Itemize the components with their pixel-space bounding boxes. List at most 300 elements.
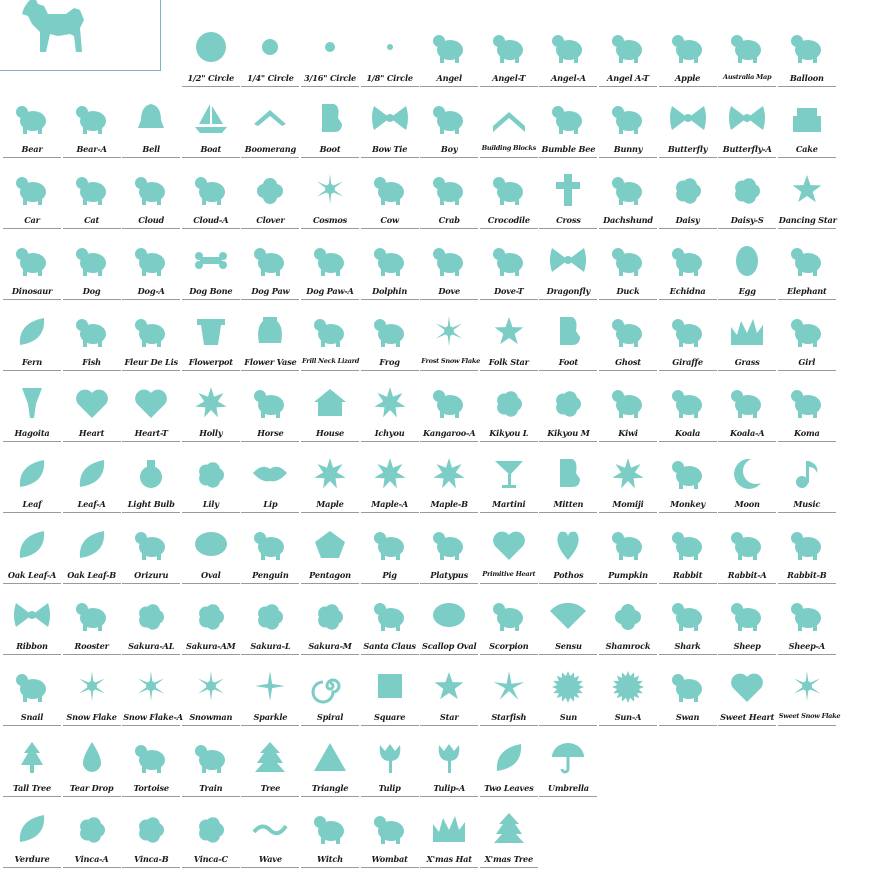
maple-icon bbox=[310, 455, 350, 495]
shape-label: Girl bbox=[798, 357, 816, 367]
shape-label: Dog Bone bbox=[189, 286, 233, 296]
shape-label: Ghost bbox=[615, 357, 641, 367]
shape-item-snow-flake-a[interactable] bbox=[122, 666, 183, 737]
vinca-a-icon bbox=[72, 810, 112, 850]
shape-item-dog-bone[interactable] bbox=[182, 240, 240, 311]
shape-item-bunny[interactable] bbox=[599, 98, 657, 169]
label-underline bbox=[3, 370, 61, 371]
label-underline bbox=[778, 370, 836, 371]
dog-a-icon bbox=[131, 242, 171, 282]
label-underline bbox=[122, 583, 180, 584]
shape-item-square[interactable] bbox=[361, 666, 419, 737]
shape-item-heart[interactable] bbox=[63, 382, 121, 453]
shape-label: Tulip-A bbox=[433, 783, 465, 793]
shape-item-kiwi[interactable] bbox=[599, 382, 657, 453]
shape-label: Bear-A bbox=[76, 144, 107, 154]
shape-item-crocodile[interactable] bbox=[480, 169, 538, 240]
shape-label: Flower Vase bbox=[244, 357, 297, 367]
shape-item-ichyou[interactable] bbox=[361, 382, 419, 453]
shape-item-car[interactable] bbox=[3, 169, 61, 240]
shape-label: Horse bbox=[257, 428, 284, 438]
label-underline bbox=[599, 228, 657, 229]
shape-item-crab[interactable] bbox=[420, 169, 478, 240]
shape-item-two-leaves[interactable] bbox=[480, 737, 538, 808]
label-underline bbox=[63, 725, 121, 726]
shape-item-sakura-m[interactable] bbox=[301, 595, 359, 666]
shape-item-grass[interactable] bbox=[718, 311, 776, 382]
bear-icon bbox=[12, 100, 52, 140]
label-underline bbox=[718, 86, 776, 87]
shape-item-pig[interactable] bbox=[361, 524, 419, 595]
shape-label: Frog bbox=[379, 357, 400, 367]
car-icon bbox=[12, 171, 52, 211]
shape-item-lip[interactable] bbox=[241, 453, 299, 524]
shape-item-tree[interactable] bbox=[241, 737, 299, 808]
ichyou-icon bbox=[370, 384, 410, 424]
crocodile-icon bbox=[489, 171, 529, 211]
label-underline bbox=[599, 583, 657, 584]
shape-item-elephant[interactable] bbox=[778, 240, 836, 311]
shape-label: Elephant bbox=[786, 286, 827, 296]
shape-item-clover[interactable] bbox=[241, 169, 299, 240]
shape-label: Fleur De Lis bbox=[124, 357, 178, 367]
bow-tie-icon bbox=[370, 100, 410, 140]
shape-item-oval[interactable] bbox=[182, 524, 240, 595]
shape-item-scorpion[interactable] bbox=[480, 595, 538, 666]
kikyou-m-icon bbox=[548, 384, 588, 424]
shape-item-ghost[interactable] bbox=[599, 311, 657, 382]
shape-label: Maple-A bbox=[371, 499, 408, 509]
shape-label: Heart-T bbox=[134, 428, 168, 438]
shape-label: Vinca-B bbox=[133, 854, 169, 864]
shape-item-leaf-a[interactable] bbox=[63, 453, 121, 524]
shape-item-sweet-snow-flake[interactable] bbox=[778, 666, 841, 737]
shape-label: Boat bbox=[200, 144, 222, 154]
shape-item-dancing-star[interactable] bbox=[778, 169, 836, 240]
shape-label: Snow Flake-A bbox=[123, 712, 183, 722]
shape-label: Apple bbox=[675, 73, 701, 83]
shape-item-bow-tie[interactable] bbox=[361, 98, 419, 169]
label-underline bbox=[480, 796, 538, 797]
momiji-icon bbox=[608, 455, 648, 495]
shape-item-bear-a[interactable] bbox=[63, 98, 121, 169]
label-underline bbox=[420, 157, 478, 158]
shape-item-frog[interactable] bbox=[361, 311, 419, 382]
shape-label: Crab bbox=[438, 215, 460, 225]
label-underline bbox=[659, 441, 717, 442]
label-underline bbox=[718, 512, 776, 513]
snowman-icon bbox=[191, 668, 231, 708]
vinca-b-icon bbox=[131, 810, 171, 850]
shape-item-koala[interactable] bbox=[659, 382, 717, 453]
label-underline bbox=[420, 867, 478, 868]
shape-item-cat[interactable] bbox=[63, 169, 121, 240]
shape-item-star[interactable] bbox=[420, 666, 478, 737]
shape-item-tall-tree[interactable] bbox=[3, 737, 61, 808]
shape-item-tear-drop[interactable] bbox=[63, 737, 121, 808]
shape-item-triangle[interactable] bbox=[301, 737, 359, 808]
shape-label: Snow Flake bbox=[66, 712, 117, 722]
shape-item-bell[interactable] bbox=[122, 98, 180, 169]
dinosaur-icon bbox=[12, 242, 52, 282]
shape-item-maple[interactable] bbox=[301, 453, 359, 524]
shape-label: Hagoita bbox=[14, 428, 50, 438]
shape-item-platypus[interactable] bbox=[420, 524, 478, 595]
shape-item-spiral[interactable] bbox=[301, 666, 359, 737]
shape-item-x-mas-hat[interactable] bbox=[420, 808, 478, 879]
shape-item-dinosaur[interactable] bbox=[3, 240, 61, 311]
shape-item-wave[interactable] bbox=[241, 808, 299, 879]
shape-item-butterfly-a[interactable] bbox=[718, 98, 776, 169]
label-underline bbox=[361, 867, 419, 868]
heart-t-icon bbox=[131, 384, 171, 424]
shape-item-sparkle[interactable] bbox=[241, 666, 299, 737]
label-underline bbox=[182, 512, 240, 513]
shape-label: Shark bbox=[674, 641, 701, 651]
two-leaves-icon bbox=[489, 739, 529, 779]
shape-item-rooster[interactable] bbox=[63, 595, 121, 666]
sparkle-icon bbox=[250, 668, 290, 708]
light-bulb-icon bbox=[131, 455, 171, 495]
label-underline bbox=[361, 370, 419, 371]
sun-a-icon bbox=[608, 668, 648, 708]
shape-item-koma[interactable] bbox=[778, 382, 836, 453]
shape-item-cosmos[interactable] bbox=[301, 169, 359, 240]
shape-item-flowerpot[interactable] bbox=[182, 311, 240, 382]
1-4-circle-icon bbox=[250, 29, 290, 69]
shape-item-train[interactable] bbox=[182, 737, 240, 808]
orizuru-icon bbox=[131, 526, 171, 566]
shape-item-martini[interactable] bbox=[480, 453, 538, 524]
shape-item-frill-neck-lizard[interactable] bbox=[301, 311, 359, 382]
tear-drop-icon bbox=[72, 739, 112, 779]
shape-item-music[interactable] bbox=[778, 453, 836, 524]
shape-item-sakura-am[interactable] bbox=[182, 595, 240, 666]
shape-item-tulip[interactable] bbox=[361, 737, 419, 808]
label-underline bbox=[659, 299, 717, 300]
shape-item-1-4-circle[interactable] bbox=[241, 27, 299, 98]
shape-item-pumpkin[interactable] bbox=[599, 524, 657, 595]
shape-label: Vinca-A bbox=[74, 854, 109, 864]
shape-item-oak-leaf-a[interactable] bbox=[3, 524, 61, 595]
shape-item-sweet-heart[interactable] bbox=[718, 666, 776, 737]
cross-icon bbox=[548, 171, 588, 211]
shape-item-apple[interactable] bbox=[659, 27, 717, 98]
shape-label: Cloud-A bbox=[193, 215, 229, 225]
shape-item-sheep-a[interactable] bbox=[778, 595, 836, 666]
shape-item-snail[interactable] bbox=[3, 666, 61, 737]
shape-item-tortoise[interactable] bbox=[122, 737, 180, 808]
shape-item-orizuru[interactable] bbox=[122, 524, 180, 595]
shape-item-daisy-s[interactable] bbox=[718, 169, 776, 240]
shape-label: Kikyou L bbox=[489, 428, 529, 438]
egg-icon bbox=[727, 242, 767, 282]
label-underline bbox=[122, 796, 180, 797]
shape-item-fish[interactable] bbox=[63, 311, 121, 382]
shape-item-swan[interactable] bbox=[659, 666, 717, 737]
shape-item-dove-t[interactable] bbox=[480, 240, 538, 311]
shape-item-mitten[interactable] bbox=[539, 453, 597, 524]
shape-label: Dove bbox=[438, 286, 461, 296]
shape-item-kikyou-m[interactable] bbox=[539, 382, 597, 453]
angel-a-icon bbox=[548, 29, 588, 69]
shape-item-vinca-c[interactable] bbox=[182, 808, 240, 879]
shape-item-angel-a[interactable] bbox=[539, 27, 597, 98]
shape-item-frost-snow-flake[interactable] bbox=[420, 311, 481, 382]
shape-item-dachshund[interactable] bbox=[599, 169, 657, 240]
label-underline bbox=[182, 370, 240, 371]
shape-item-folk-star[interactable] bbox=[480, 311, 538, 382]
shape-item-1-8-circle[interactable] bbox=[361, 27, 419, 98]
shape-item-snowman[interactable] bbox=[182, 666, 240, 737]
1-8-circle-icon bbox=[370, 29, 410, 69]
shape-item-bear[interactable] bbox=[3, 98, 61, 169]
label-underline bbox=[122, 157, 180, 158]
label-underline bbox=[361, 299, 419, 300]
shape-item-kangaroo-a[interactable] bbox=[420, 382, 478, 453]
label-underline bbox=[241, 228, 299, 229]
shape-item-monkey[interactable] bbox=[659, 453, 717, 524]
sheep-a-icon bbox=[787, 597, 827, 637]
label-underline bbox=[659, 157, 717, 158]
shape-label: Tree bbox=[260, 783, 281, 793]
shape-label: Pumpkin bbox=[608, 570, 648, 580]
lily-icon bbox=[191, 455, 231, 495]
shape-label: Sun-A bbox=[614, 712, 642, 722]
shape-label: Bell bbox=[142, 144, 160, 154]
platypus-icon bbox=[429, 526, 469, 566]
snow-flake-a-icon bbox=[131, 668, 171, 708]
shape-item-echidna[interactable] bbox=[659, 240, 717, 311]
shape-item-kikyou-l[interactable] bbox=[480, 382, 538, 453]
shape-item-angel[interactable] bbox=[420, 27, 478, 98]
boomerang-icon bbox=[250, 100, 290, 140]
holly-icon bbox=[191, 384, 231, 424]
oak-leaf-a-icon bbox=[12, 526, 52, 566]
shape-item-sakura-al[interactable] bbox=[122, 595, 180, 666]
ribbon-icon bbox=[12, 597, 52, 637]
shape-item-cloud-a[interactable] bbox=[182, 169, 240, 240]
shape-item-flower-vase[interactable] bbox=[241, 311, 299, 382]
shape-item-santa-claus[interactable] bbox=[361, 595, 419, 666]
label-underline bbox=[122, 228, 180, 229]
shape-item-verdure[interactable] bbox=[3, 808, 61, 879]
shape-item-rabbit-b[interactable] bbox=[778, 524, 836, 595]
shape-label: Car bbox=[24, 215, 40, 225]
shape-label: Crocodile bbox=[487, 215, 530, 225]
shape-item-wombat[interactable] bbox=[361, 808, 419, 879]
shape-item-pothos[interactable] bbox=[539, 524, 597, 595]
label-underline bbox=[420, 654, 478, 655]
shape-item-building-blocks[interactable] bbox=[480, 98, 538, 169]
shape-item-shark[interactable] bbox=[659, 595, 717, 666]
shape-item-duck[interactable] bbox=[599, 240, 657, 311]
label-underline bbox=[659, 228, 717, 229]
shape-item-angel-t[interactable] bbox=[480, 27, 538, 98]
shape-item-butterfly[interactable] bbox=[659, 98, 717, 169]
shape-item-boomerang[interactable] bbox=[241, 98, 299, 169]
shape-item-holly[interactable] bbox=[182, 382, 240, 453]
shape-item-angel-a-t[interactable] bbox=[599, 27, 657, 98]
shape-item-momiji[interactable] bbox=[599, 453, 657, 524]
shape-item-house[interactable] bbox=[301, 382, 359, 453]
shape-label: Dancing Star bbox=[778, 215, 837, 225]
butterfly-a-icon bbox=[727, 100, 767, 140]
shape-item-balloon[interactable] bbox=[778, 27, 836, 98]
shape-item-rabbit-a[interactable] bbox=[718, 524, 776, 595]
shape-item-fleur-de-lis[interactable] bbox=[122, 311, 180, 382]
clover-icon bbox=[250, 171, 290, 211]
shape-item-light-bulb[interactable] bbox=[122, 453, 180, 524]
shape-item-vinca-b[interactable] bbox=[122, 808, 180, 879]
shape-item-sheep[interactable] bbox=[718, 595, 776, 666]
shape-item-umbrella[interactable] bbox=[539, 737, 597, 808]
shape-item-tulip-a[interactable] bbox=[420, 737, 478, 808]
shape-item-sun[interactable] bbox=[539, 666, 597, 737]
label-underline bbox=[539, 299, 597, 300]
label-underline bbox=[480, 299, 538, 300]
shape-item-dolphin[interactable] bbox=[361, 240, 419, 311]
shape-item-sakura-l[interactable] bbox=[241, 595, 299, 666]
shape-item-pentagon[interactable] bbox=[301, 524, 359, 595]
label-underline bbox=[182, 299, 240, 300]
shape-label: Leaf bbox=[22, 499, 42, 509]
shape-item-fern[interactable] bbox=[3, 311, 61, 382]
shape-item-koala-a[interactable] bbox=[718, 382, 776, 453]
shape-item-foot[interactable] bbox=[539, 311, 597, 382]
label-underline bbox=[63, 654, 121, 655]
shape-item-rabbit[interactable] bbox=[659, 524, 717, 595]
pothos-icon bbox=[548, 526, 588, 566]
shape-item-vinca-a[interactable] bbox=[63, 808, 121, 879]
label-underline bbox=[3, 512, 61, 513]
shape-item-giraffe[interactable] bbox=[659, 311, 717, 382]
shape-item-snow-flake[interactable] bbox=[63, 666, 121, 737]
shape-label: Maple bbox=[316, 499, 344, 509]
shape-label: Daisy bbox=[675, 215, 700, 225]
label-underline bbox=[778, 725, 836, 726]
shape-label: Angel-T bbox=[492, 73, 526, 83]
shape-item-cow[interactable] bbox=[361, 169, 419, 240]
shape-item-maple-b[interactable] bbox=[420, 453, 478, 524]
shape-item-moon[interactable] bbox=[718, 453, 776, 524]
shape-label: Building Blocks bbox=[481, 144, 537, 152]
square-icon bbox=[370, 668, 410, 708]
shape-item-bumble-bee[interactable] bbox=[539, 98, 597, 169]
shape-item-egg[interactable] bbox=[718, 240, 776, 311]
shape-item-boy[interactable] bbox=[420, 98, 478, 169]
shape-item-sensu[interactable] bbox=[539, 595, 597, 666]
pumpkin-icon bbox=[608, 526, 648, 566]
shape-item-scallop-oval[interactable] bbox=[420, 595, 478, 666]
shape-item-sun-a[interactable] bbox=[599, 666, 657, 737]
label-underline bbox=[122, 512, 180, 513]
shape-item-oak-leaf-b[interactable] bbox=[63, 524, 121, 595]
shape-item-dragonfly[interactable] bbox=[539, 240, 597, 311]
wave-icon bbox=[250, 810, 290, 850]
shape-item-horse[interactable] bbox=[241, 382, 299, 453]
shape-item-x-mas-tree[interactable] bbox=[480, 808, 538, 879]
shape-item-primitive-heart[interactable] bbox=[480, 524, 538, 595]
label-underline bbox=[301, 725, 359, 726]
label-underline bbox=[599, 157, 657, 158]
bell-icon bbox=[131, 100, 171, 140]
shape-label: Dachshund bbox=[603, 215, 653, 225]
shape-item-dove[interactable] bbox=[420, 240, 478, 311]
shape-item-ribbon[interactable] bbox=[3, 595, 61, 666]
sweet-heart-icon bbox=[727, 668, 767, 708]
shape-item-daisy[interactable] bbox=[659, 169, 717, 240]
shape-label: Mitten bbox=[553, 499, 584, 509]
shape-item-dog-paw-a[interactable] bbox=[301, 240, 359, 311]
shape-label: Witch bbox=[317, 854, 343, 864]
label-underline bbox=[241, 299, 299, 300]
shape-item-cross[interactable] bbox=[539, 169, 597, 240]
shape-item-penguin[interactable] bbox=[241, 524, 299, 595]
label-underline bbox=[599, 725, 657, 726]
shape-label: Star bbox=[439, 712, 459, 722]
shape-item-dog[interactable] bbox=[63, 240, 121, 311]
label-underline bbox=[301, 867, 359, 868]
shape-item-witch[interactable] bbox=[301, 808, 359, 879]
sheep-icon bbox=[727, 597, 767, 637]
shape-label: Lily bbox=[202, 499, 219, 509]
shape-label: Snowman bbox=[189, 712, 233, 722]
flowerpot-icon bbox=[191, 313, 231, 353]
label-underline bbox=[778, 228, 836, 229]
shape-label: Cow bbox=[380, 215, 399, 225]
shape-label: Momiji bbox=[612, 499, 644, 509]
shape-item-heart-t[interactable] bbox=[122, 382, 180, 453]
lip-icon bbox=[250, 455, 290, 495]
shape-item-3-16-circle[interactable] bbox=[301, 27, 359, 98]
kiwi-icon bbox=[608, 384, 648, 424]
shape-label: Ribbon bbox=[16, 641, 48, 651]
horse-icon bbox=[250, 384, 290, 424]
shape-item-boot[interactable] bbox=[301, 98, 359, 169]
bumble-bee-icon bbox=[548, 100, 588, 140]
shape-item-maple-a[interactable] bbox=[361, 453, 419, 524]
shape-item-australia-map[interactable] bbox=[718, 27, 776, 98]
shape-label: Dog-A bbox=[137, 286, 165, 296]
shape-item-boat[interactable] bbox=[182, 98, 240, 169]
fleur-de-lis-icon bbox=[131, 313, 171, 353]
shape-label: Martini bbox=[492, 499, 526, 509]
shape-item-1-2-circle[interactable] bbox=[182, 27, 240, 98]
shape-item-starfish[interactable] bbox=[480, 666, 538, 737]
shape-item-leaf[interactable] bbox=[3, 453, 61, 524]
shape-item-hagoita[interactable] bbox=[3, 382, 61, 453]
shape-label: 1/2" Circle bbox=[187, 73, 235, 83]
shape-label: Sun bbox=[559, 712, 577, 722]
shape-label: Bear bbox=[21, 144, 43, 154]
shape-item-cloud[interactable] bbox=[122, 169, 180, 240]
shape-item-dog-paw[interactable] bbox=[241, 240, 299, 311]
shape-item-girl[interactable] bbox=[778, 311, 836, 382]
shape-item-lily[interactable] bbox=[182, 453, 240, 524]
shape-item-dog-a[interactable] bbox=[122, 240, 180, 311]
shape-label: Dove-T bbox=[494, 286, 524, 296]
label-underline bbox=[659, 583, 717, 584]
shape-label: Lip bbox=[263, 499, 278, 509]
shape-item-cake[interactable] bbox=[778, 98, 836, 169]
maple-a-icon bbox=[370, 455, 410, 495]
label-underline bbox=[182, 583, 240, 584]
label-underline bbox=[361, 441, 419, 442]
leaf-icon bbox=[12, 455, 52, 495]
shape-label: Echidna bbox=[669, 286, 706, 296]
shape-item-shamrock[interactable] bbox=[599, 595, 657, 666]
